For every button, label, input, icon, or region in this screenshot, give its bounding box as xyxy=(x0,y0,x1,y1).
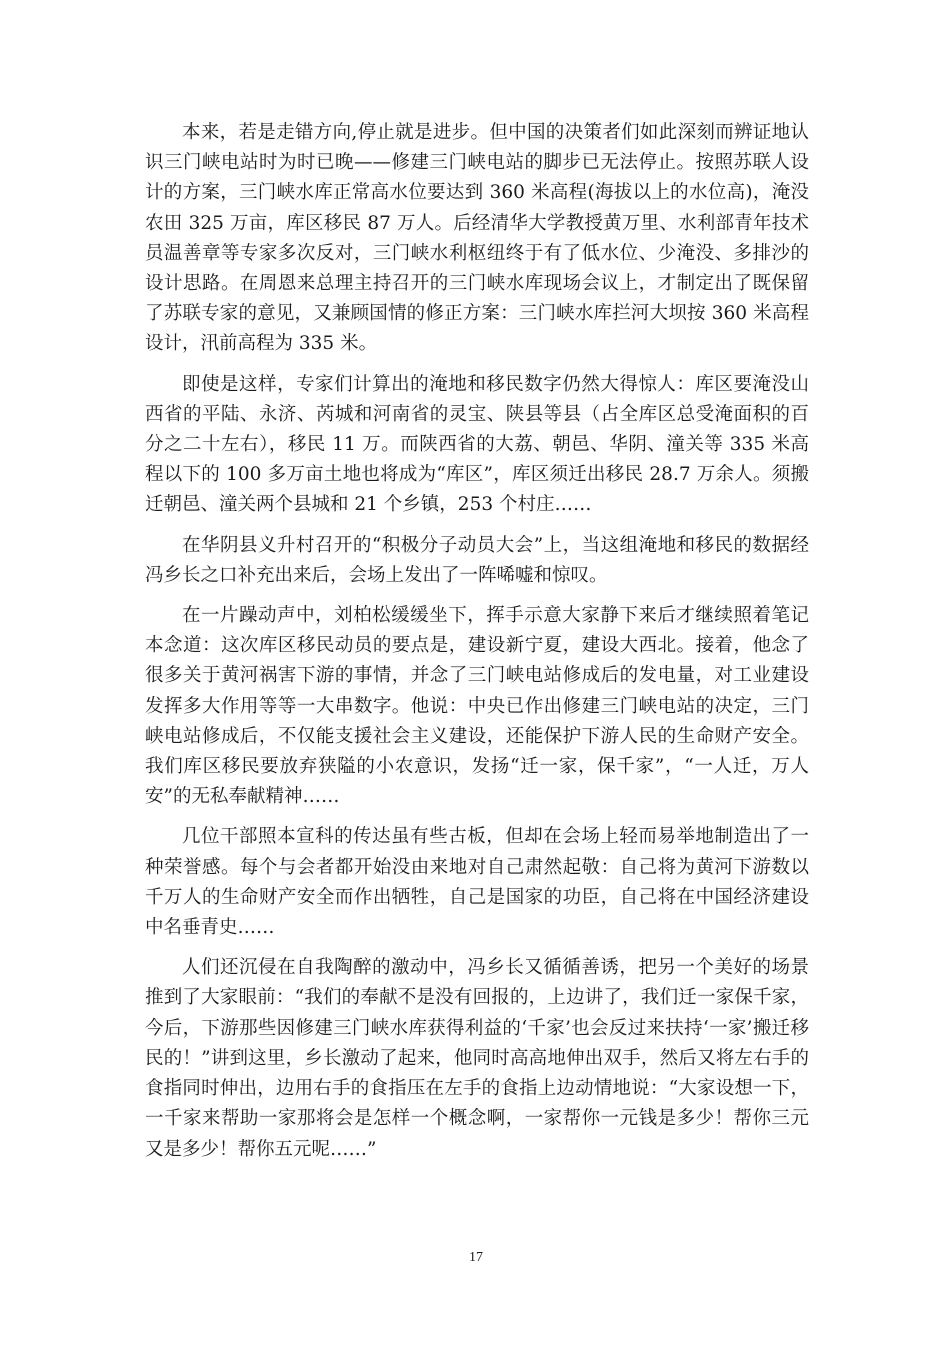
paragraph: 几位干部照本宣科的传达虽有些古板，但却在会场上轻而易举地制造出了一种荣誉感。每个与会者都开始没由来地对自己肃然起敬：自己将为黄河下游数以千万人的生命财产安全而作出牺牲，自己是国家的功臣，自己将在中国经济建设中名垂青史…… xyxy=(145,826,809,939)
page-number: 17 xyxy=(469,1250,483,1265)
paragraph: 在一片躁动声中，刘柏松缓缓坐下，挥手示意大家静下来后才继续照着笔记本念道：这次库区移民动员的要点是，建设新宁夏，建设大西北。接着，他念了很多关于黄河祸害下游的事情，并念了三门峡电站修成后的发电量，对工业建设发挥多大作用等等一大串数字。他说：中央已作出修建三门峡电站的决定，三门峡电站修成后，不仅能支援社会主义建设，还能保护下游人民的生命财产安全。我们库区移民要放弃狭隘的小农意识，发扬“迁一家，保千家”，“一人迁，万人安”的无私奉献精神…… xyxy=(145,605,809,808)
paragraph: 本来，若是走错方向,停止就是进步。但中国的决策者们如此深刻而辨证地认识三门峡电站时为时已晚——修建三门峡电站的脚步已无法停止。按照苏联人设计的方案，三门峡水库正常高水位要达到 360 米高程(海拔以上的水位高)，淹没农田 325 万亩，库区移民 87 万人。后经清华大学教授黄万里、水利部青年技术员温善章等专家多次反对，三门峡水利枢纽终于有了低水位、少淹没、多排沙的设计思路。在周恩来总理主持召开的三门峡水库现场会议上，才制定出了既保留了苏联专家的意见，又兼顾国情的修正方案：三门峡水库拦河大坝按 360 米高程设计，汛前高程为 335 米。 xyxy=(145,122,809,355)
body-text xyxy=(145,118,809,1175)
paragraph: 在华阴县义升村召开的“积极分子动员大会”上，当这组淹地和移民的数据经冯乡长之口补充出来后，会场上发出了一阵唏嘘和惊叹。 xyxy=(145,534,809,586)
paragraph: 人们还沉侵在自我陶醉的激动中，冯乡长又循循善诱，把另一个美好的场景推到了大家眼前：“我们的奉献不是没有回报的，上边讲了，我们迁一家保千家，今后，下游那些因修建三门峡水库获得利益的‘千家’也会反过来扶持‘一家’搬迁移民的！”讲到这里，乡长激动了起来，他同时高高地伸出双手，然后又将左右手的食指同时伸出，边用右手的食指压在左手的食指上边动情地说：“大家设想一下，一千家来帮助一家那将会是怎样一个概念啊，一家帮你一元钱是多少！帮你三元又是多少！帮你五元呢……” xyxy=(145,957,809,1160)
paragraph: 即使是这样，专家们计算出的淹地和移民数字仍然大得惊人：库区要淹没山西省的平陆、永济、芮城和河南省的灵宝、陕县等县（占全库区总受淹面积的百分之二十左右），移民 11 万。而陕西省的大荔、朝邑、华阴、潼关等 335 米高程以下的 100 多万亩土地也将成为“库区”，库区须迁出移民 28.7 万余人。须搬迁朝邑、潼关两个县城和 21 个乡镇，253 个村庄…… xyxy=(145,373,809,516)
